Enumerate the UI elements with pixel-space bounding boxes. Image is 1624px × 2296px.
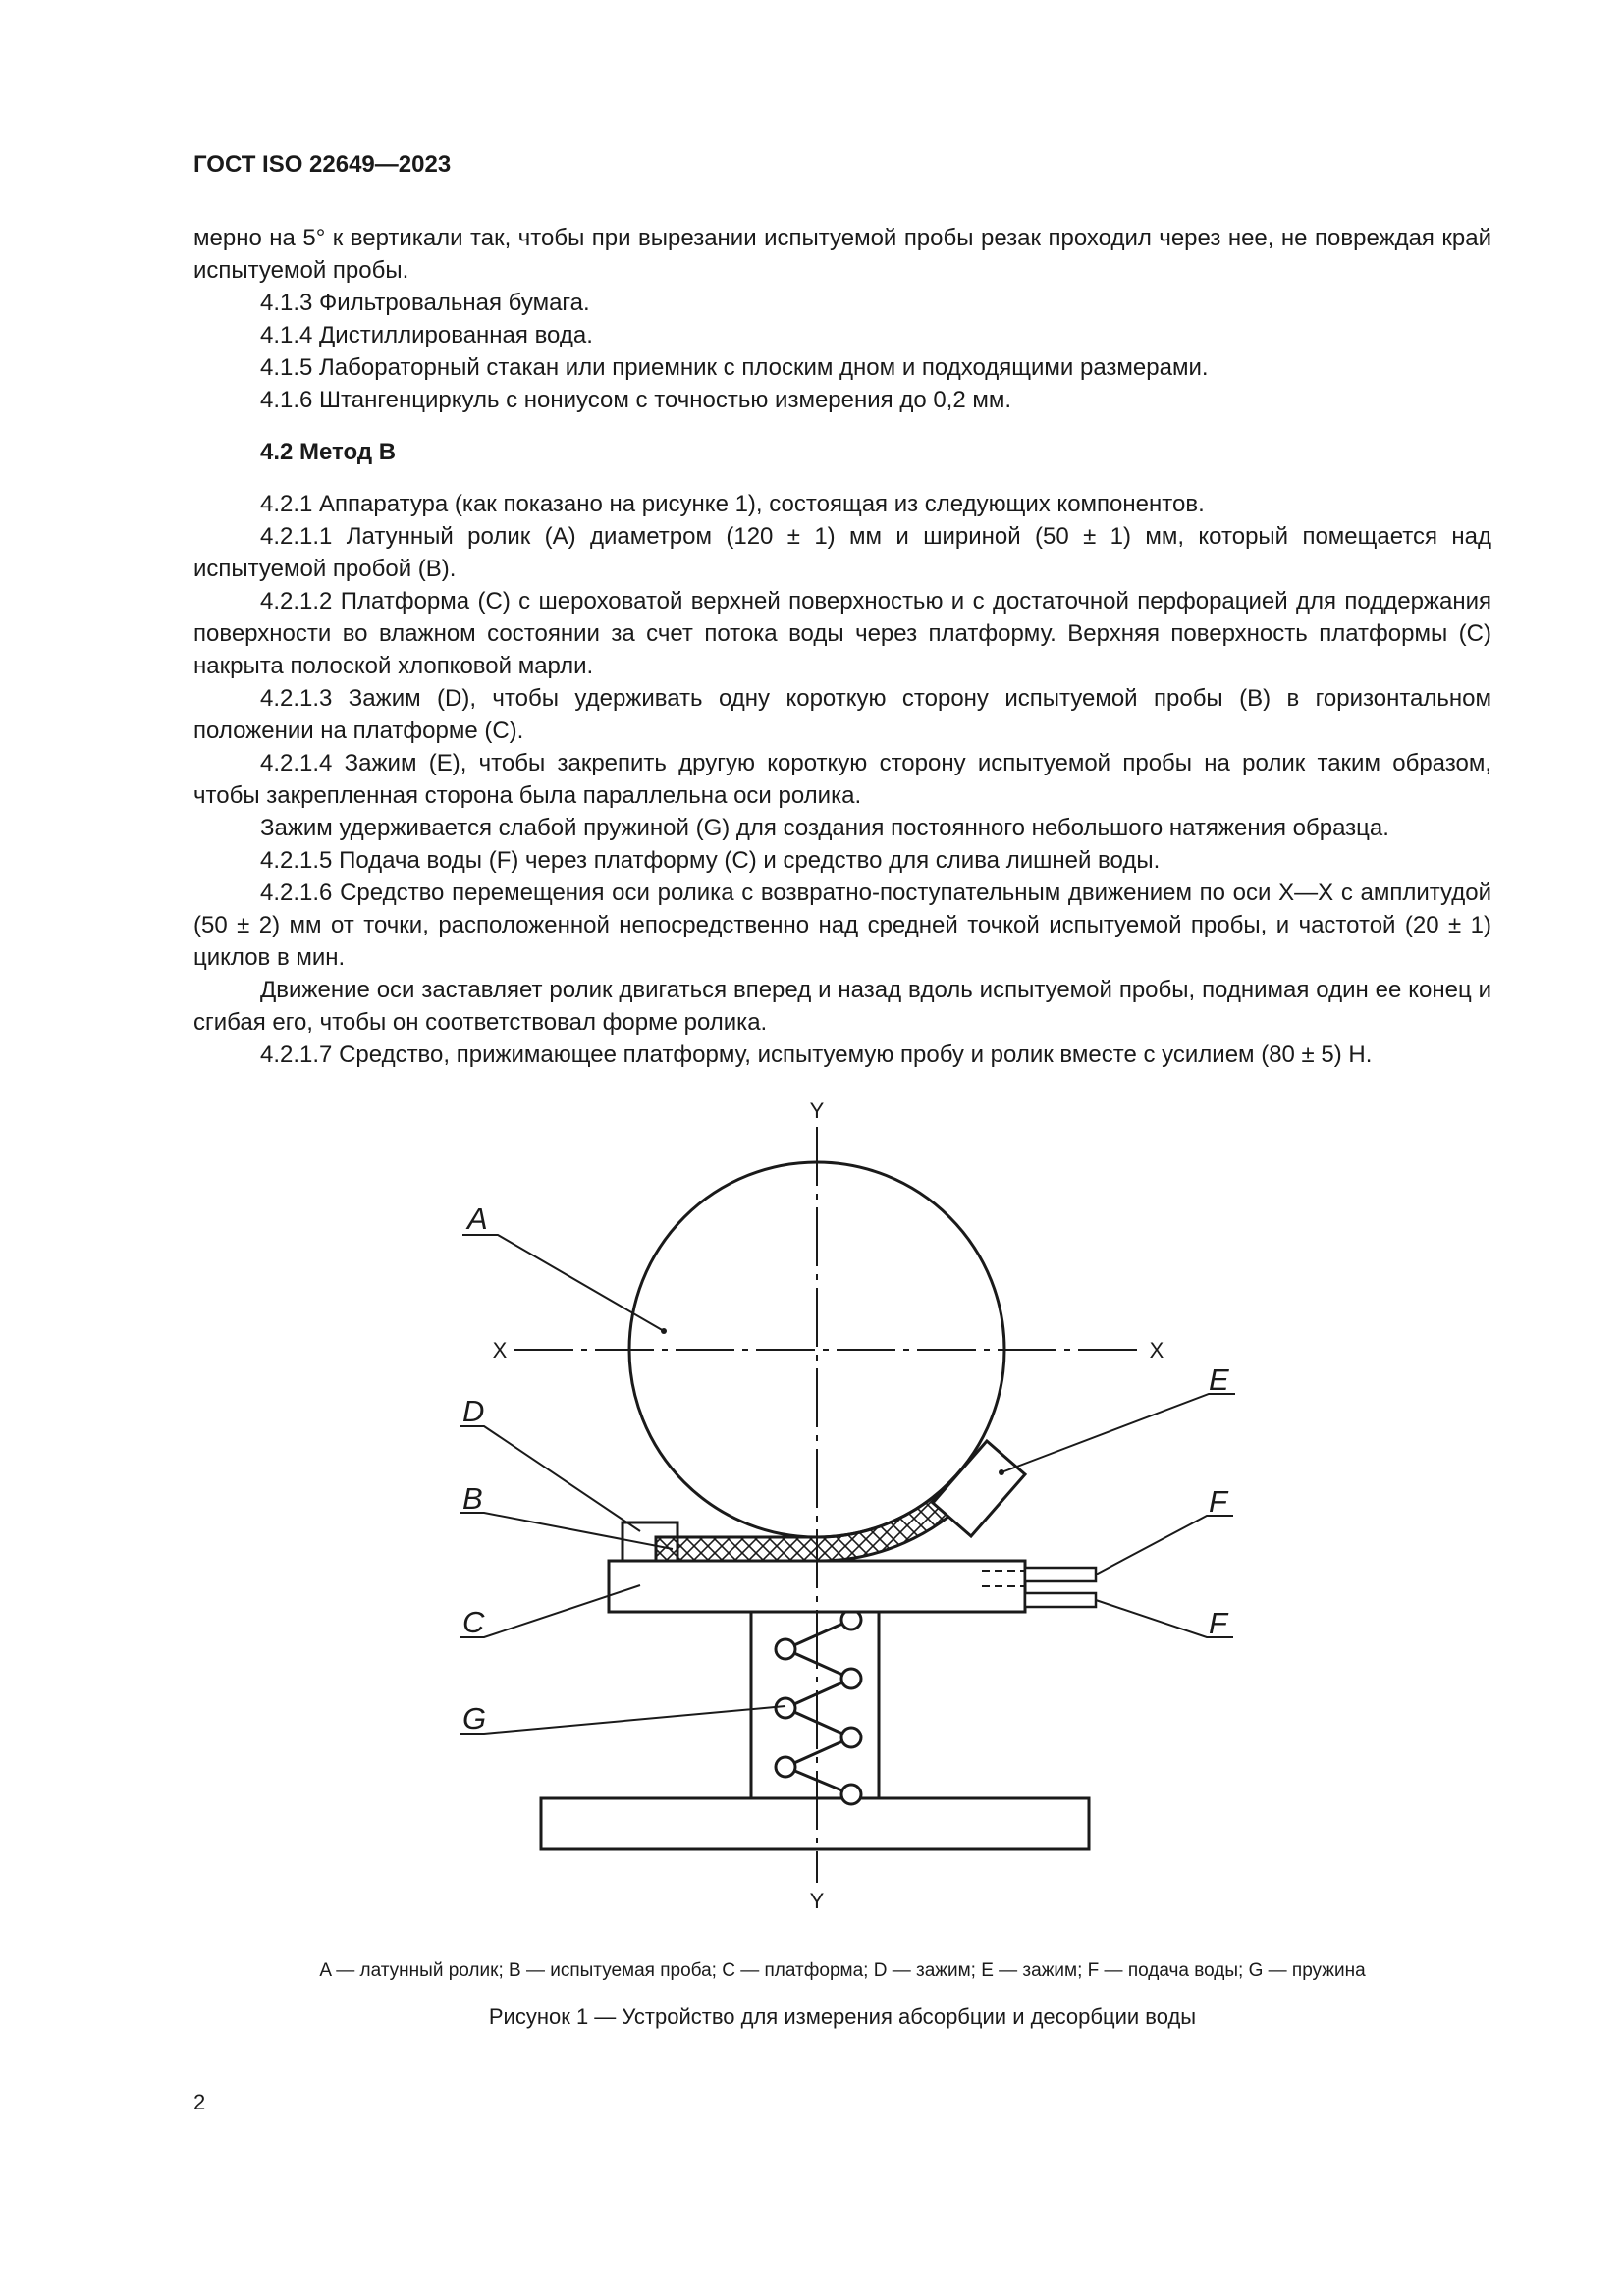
paragraph: 4.2.1.2 Платформа (C) с шероховатой верхней поверхностью и с достаточной перфорацией для поддержания поверхности во влажном состоянии за счет потока воды через платформу. Верхняя поверхность платформы (C) накрыта полоской хлопковой марли. (193, 588, 1491, 679)
section-heading: 4.2 Метод В (260, 439, 397, 465)
paragraph: 4.2.1.7 Средство, прижимающее платформу, испытуемую пробу и ролик вместе с усилием (80 ± 5) Н. (260, 1041, 1373, 1068)
paragraph: 4.2.1.3 Зажим (D), чтобы удерживать одну короткую сторону испытуемой пробы (B) в горизонтальном положении на платформе (C). (193, 685, 1491, 744)
figure-caption: Рисунок 1 — Устройство для измерения абсорбции и десорбции воды (488, 2004, 1197, 2029)
paragraph: 4.2.1 Аппаратура (как показано на рисунке 1), состоящая из следующих компонентов. (260, 491, 1205, 517)
label-f-lower: F (1209, 1606, 1227, 1640)
axis-label-y-bottom: Y (809, 1889, 825, 1913)
water-feed-tube-lower (1025, 1593, 1096, 1607)
label-f-upper: F (1209, 1484, 1227, 1519)
paragraph: 4.2.1.1 Латунный ролик (A) диаметром (120 ± 1) мм и шириной (50 ± 1) мм, который помещается над испытуемой пробой (B). (193, 523, 1491, 582)
body-text (193, 222, 1491, 1071)
paragraph: 4.1.3 Фильтровальная бумага. (260, 290, 590, 316)
label-e: E (1209, 1362, 1229, 1397)
label-b: B (462, 1481, 483, 1516)
document-header: ГОСТ ISO 22649—2023 (193, 151, 452, 178)
paragraph: 4.2.1.5 Подача воды (F) через платформу (C) и средство для слива лишней воды. (260, 847, 1161, 874)
label-c: C (462, 1605, 485, 1639)
page-number: 2 (193, 2090, 206, 2114)
figure-legend: A — латунный ролик; B — испытуемая проба; C — платформа; D — зажим; E — зажим; F — подача воды; G — пружина (319, 1960, 1366, 1981)
base-plate (541, 1798, 1089, 1849)
paragraph: 4.2.1.6 Средство перемещения оси ролика с возвратно-поступательным движением по оси X—X с амплитудой (50 ± 2) мм от точки, расположенной непосредственно над средней точкой испытуемой пробы, и частотой (20 ± 1) циклов в мин. (193, 880, 1491, 971)
paragraph: 4.1.4 Дистиллированная вода. (260, 322, 593, 348)
axis-label-x-left: X (492, 1338, 508, 1362)
spring-housing (751, 1610, 879, 1798)
label-d: D (462, 1394, 485, 1428)
paragraph: 4.1.5 Лабораторный стакан или приемник с плоским дном и подходящими размерами. (260, 354, 1209, 381)
paragraph: Движение оси заставляет ролик двигаться вперед и назад вдоль испытуемой пробы, поднимая один ее конец и сгибая его, чтобы он соответствовал форме ролика. (193, 977, 1491, 1036)
paragraph: 4.2.1.4 Зажим (E), чтобы закрепить другую короткую сторону испытуемой пробы на ролик таким образом, чтобы закрепленная сторона была параллельна оси ролика. (193, 750, 1491, 809)
paragraph: 4.1.6 Штангенциркуль с нониусом с точностью измерения до 0,2 мм. (260, 387, 1012, 413)
paragraph: мерно на 5° к вертикали так, чтобы при вырезании испытуемой пробы резак проходил через нее, не повреждая край испытуемой пробы. (193, 225, 1491, 284)
figure-1-apparatus (0, 1090, 1624, 1934)
label-g: G (462, 1701, 487, 1735)
label-a: A (467, 1201, 488, 1236)
water-feed-tube-upper (1025, 1568, 1096, 1581)
axis-label-y-top: Y (809, 1098, 825, 1123)
axis-label-x-right: X (1149, 1338, 1164, 1362)
paragraph: Зажим удерживается слабой пружиной (G) для создания постоянного небольшого натяжения образца. (260, 815, 1389, 841)
